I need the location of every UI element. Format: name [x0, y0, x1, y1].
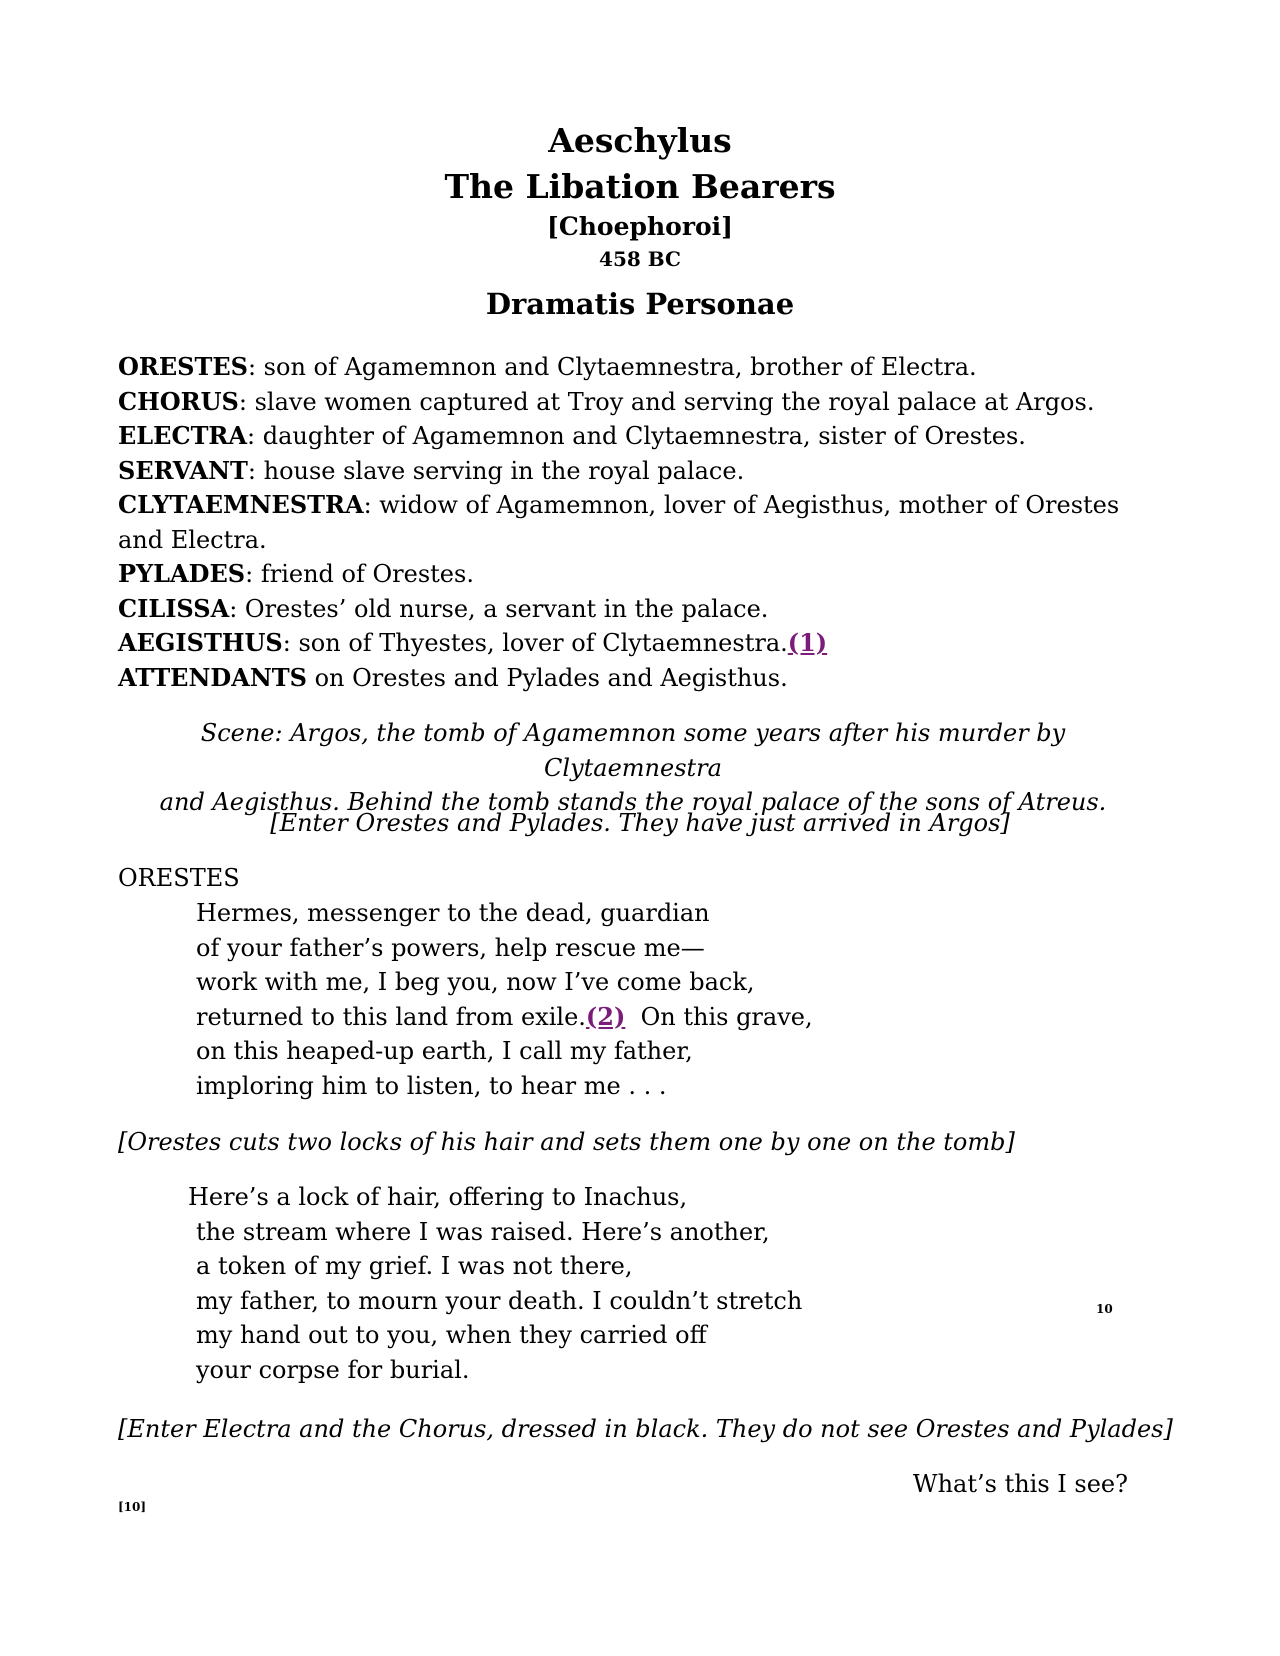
play-date: 458 BC: [599, 247, 681, 271]
verse-line: work with me, I beg you, now I’ve come back,: [196, 968, 755, 996]
persona-name: SERVANT: [118, 455, 248, 485]
verse-block: [196, 896, 813, 1103]
verse-line: imploring him to listen, to hear me . . .: [196, 1071, 667, 1100]
verse-text: On this grave,: [625, 1002, 813, 1031]
page-marker: [10]: [118, 1500, 147, 1514]
persona-desc: : son of Agamemnon and Clytaemnestra, brother of Electra.: [247, 353, 977, 381]
footnote-link-2[interactable]: (2): [585, 1001, 626, 1031]
persona-name: ATTENDANTS: [118, 662, 307, 692]
persona-desc: on Orestes and Pylades and Aegisthus.: [306, 663, 788, 692]
footnote-link-1[interactable]: (1): [787, 628, 828, 657]
persona-entry: [118, 557, 1168, 592]
stage-direction: [Enter Orestes and Pylades. They have just arrived in Argos]: [270, 809, 1010, 837]
persona-desc: : son of Thyestes, lover of Clytaemnestra.: [282, 629, 788, 657]
stage-direction: [Orestes cuts two locks of his hair and sets them one by one on the tomb]: [118, 1128, 1015, 1156]
verse-line: on this heaped-up earth, I call my father,: [196, 1037, 693, 1065]
verse-line: a token of my grief. I was not there,: [196, 1252, 633, 1280]
title-block: [0, 118, 1280, 326]
persona-entry: [118, 385, 1168, 420]
verse-line: What’s this I see?: [912, 1470, 1128, 1498]
persona-name: AEGISTHUS: [118, 628, 283, 657]
persona-entry: [118, 661, 1168, 696]
stage-direction: [Enter Electra and the Chorus, dressed in black. They do not see Orestes and Pylades]: [118, 1415, 1173, 1443]
greek-title: [Choephoroi]: [547, 212, 733, 241]
persona-name: ELECTRA: [118, 421, 247, 450]
persona-desc: : slave women captured at Troy and serving the royal palace at Argos.: [238, 387, 1095, 416]
verse-line: my father, to mourn your death. I couldn’t stretch: [196, 1286, 803, 1315]
verse-line: your corpse for burial.: [196, 1355, 470, 1384]
verse-line: the stream where I was raised. Here’s another,: [196, 1217, 770, 1246]
persona-entry: [118, 626, 1168, 661]
persona-desc: : friend of Orestes.: [245, 560, 474, 588]
speaker-name: ORESTES: [118, 864, 240, 892]
verse-line: [196, 1000, 813, 1035]
persona-desc: : daughter of Agamemnon and Clytaemnestra, sister of Orestes.: [247, 422, 1026, 450]
verse-block: [188, 1180, 802, 1387]
persona-name: PYLADES: [118, 559, 246, 588]
persona-entry: [118, 488, 1168, 557]
persona-name: CLYTAEMNESTRA: [118, 490, 364, 519]
persona-name: CILISSA: [118, 593, 230, 623]
verse-line: Here’s a lock of hair, offering to Inachus,: [188, 1183, 688, 1211]
dramatis-personae-list: [118, 350, 1168, 695]
persona-entry: [118, 454, 1168, 489]
persona-entry: [118, 592, 1168, 627]
line-number: 10: [1096, 1302, 1113, 1316]
scene-line: Scene: Argos, the tomb of Agamemnon some years after his murder by Clytaemnestra: [200, 719, 1066, 782]
verse-text: returned to this land from exile.: [196, 1002, 586, 1031]
persona-desc: : house slave serving in the royal palace.: [247, 456, 745, 485]
persona-name: ORESTES: [118, 352, 248, 381]
persona-entry: [118, 350, 1168, 385]
persona-desc: : widow of Agamemnon, lover of Aegisthus, mother of Orestes and Electra.: [118, 491, 1120, 554]
persona-entry: [118, 419, 1168, 454]
verse-line: my hand out to you, when they carried off: [196, 1321, 707, 1349]
play-title: The Libation Bearers: [444, 167, 836, 206]
verse-line: Hermes, messenger to the dead, guardian: [196, 899, 710, 927]
scene-line: and Aegisthus. Behind the tomb stands the royal palace of the sons of Atreus.: [159, 788, 1107, 816]
verse-line: of your father’s powers, help rescue me—: [196, 933, 705, 962]
persona-desc: : Orestes’ old nurse, a servant in the palace.: [229, 594, 769, 623]
dramatis-personae-heading: Dramatis Personae: [485, 287, 795, 321]
scene-description: [118, 716, 1148, 820]
author-name: Aeschylus: [548, 121, 732, 160]
persona-name: CHORUS: [118, 386, 239, 416]
